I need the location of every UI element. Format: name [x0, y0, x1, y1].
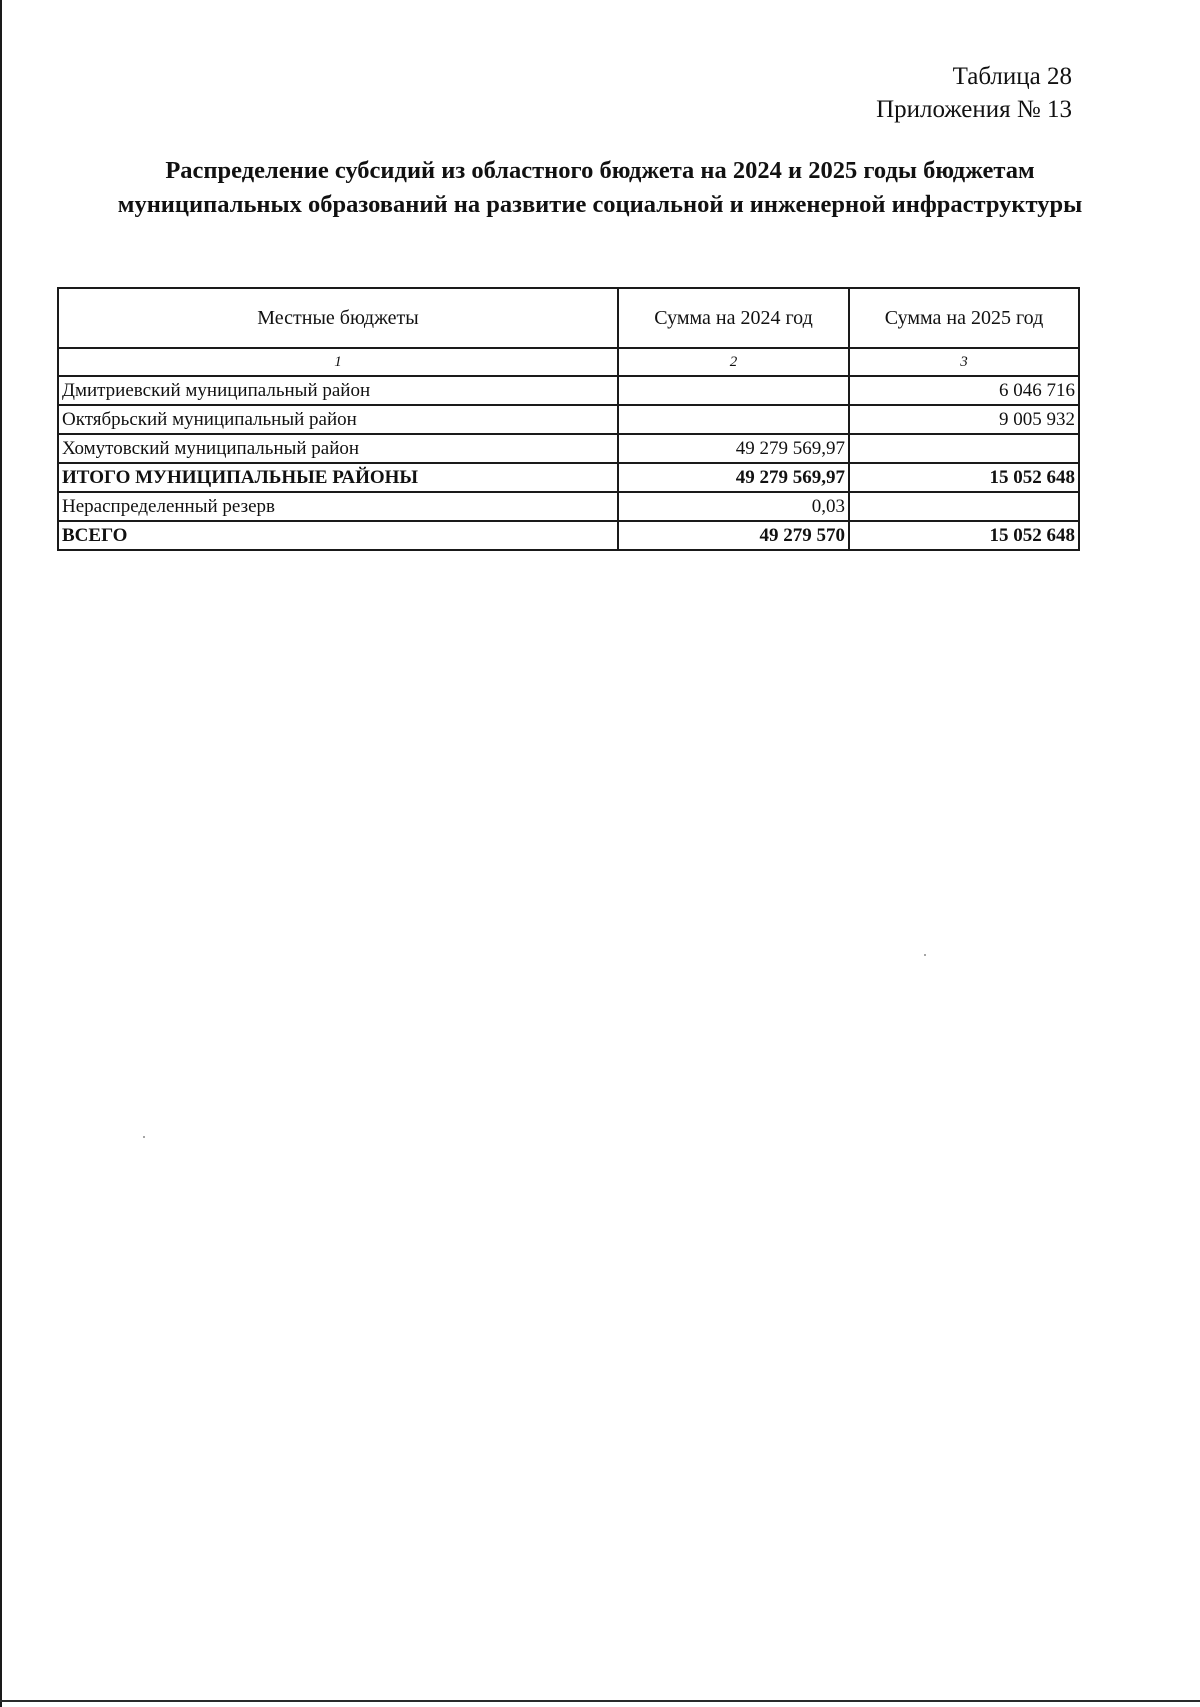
row-sum-2024: 49 279 570	[618, 521, 849, 550]
column-header-sum-2025: Сумма на 2025 год	[849, 288, 1079, 348]
table-row-grand-total	[58, 521, 1079, 550]
table-row-unallocated-reserve	[58, 492, 1079, 521]
row-sum-2024	[618, 376, 849, 405]
row-sum-2024	[618, 405, 849, 434]
subsidy-distribution-table	[57, 287, 1080, 551]
scan-speck	[143, 1136, 145, 1138]
row-name: ИТОГО МУНИЦИПАЛЬНЫЕ РАЙОНЫ	[58, 463, 618, 492]
column-header-local-budgets: Местные бюджеты	[58, 288, 618, 348]
table-number-label: Таблица 28	[952, 63, 1072, 90]
row-sum-2025	[849, 434, 1079, 463]
row-sum-2025	[849, 492, 1079, 521]
table-row-dmitrievsky	[58, 376, 1079, 405]
row-name: Дмитриевский муниципальный район	[58, 376, 618, 405]
document-title-line-1: Распределение субсидий из областного бюджета на 2024 и 2025 годы бюджетам	[165, 157, 1035, 184]
document-title-line-2: муниципальных образований на развитие социальной и инженерной инфраструктуры	[117, 191, 1083, 218]
column-number-2: 2	[618, 348, 849, 376]
scan-speck	[924, 954, 926, 956]
row-sum-2025: 6 046 716	[849, 376, 1079, 405]
appendix-number-label: Приложения № 13	[876, 96, 1072, 123]
row-name: Нераспределенный резерв	[58, 492, 618, 521]
page-edge-bottom	[0, 1700, 1200, 1702]
document-title	[40, 154, 1160, 222]
page-edge-left	[0, 0, 2, 1707]
table-row-khomutovsky	[58, 434, 1079, 463]
table-row-oktyabrsky	[58, 405, 1079, 434]
row-sum-2025: 9 005 932	[849, 405, 1079, 434]
row-sum-2025: 15 052 648	[849, 463, 1079, 492]
row-sum-2024: 0,03	[618, 492, 849, 521]
column-number-row	[58, 348, 1079, 376]
row-name: Хомутовский муниципальный район	[58, 434, 618, 463]
column-header-sum-2024: Сумма на 2024 год	[618, 288, 849, 348]
table-row-total-districts	[58, 463, 1079, 492]
row-name: ВСЕГО	[58, 521, 618, 550]
document-header	[876, 60, 1072, 126]
row-sum-2025: 15 052 648	[849, 521, 1079, 550]
column-number-1: 1	[58, 348, 618, 376]
row-sum-2024: 49 279 569,97	[618, 434, 849, 463]
table-header-row	[58, 288, 1079, 348]
row-name: Октябрьский муниципальный район	[58, 405, 618, 434]
column-number-3: 3	[849, 348, 1079, 376]
row-sum-2024: 49 279 569,97	[618, 463, 849, 492]
